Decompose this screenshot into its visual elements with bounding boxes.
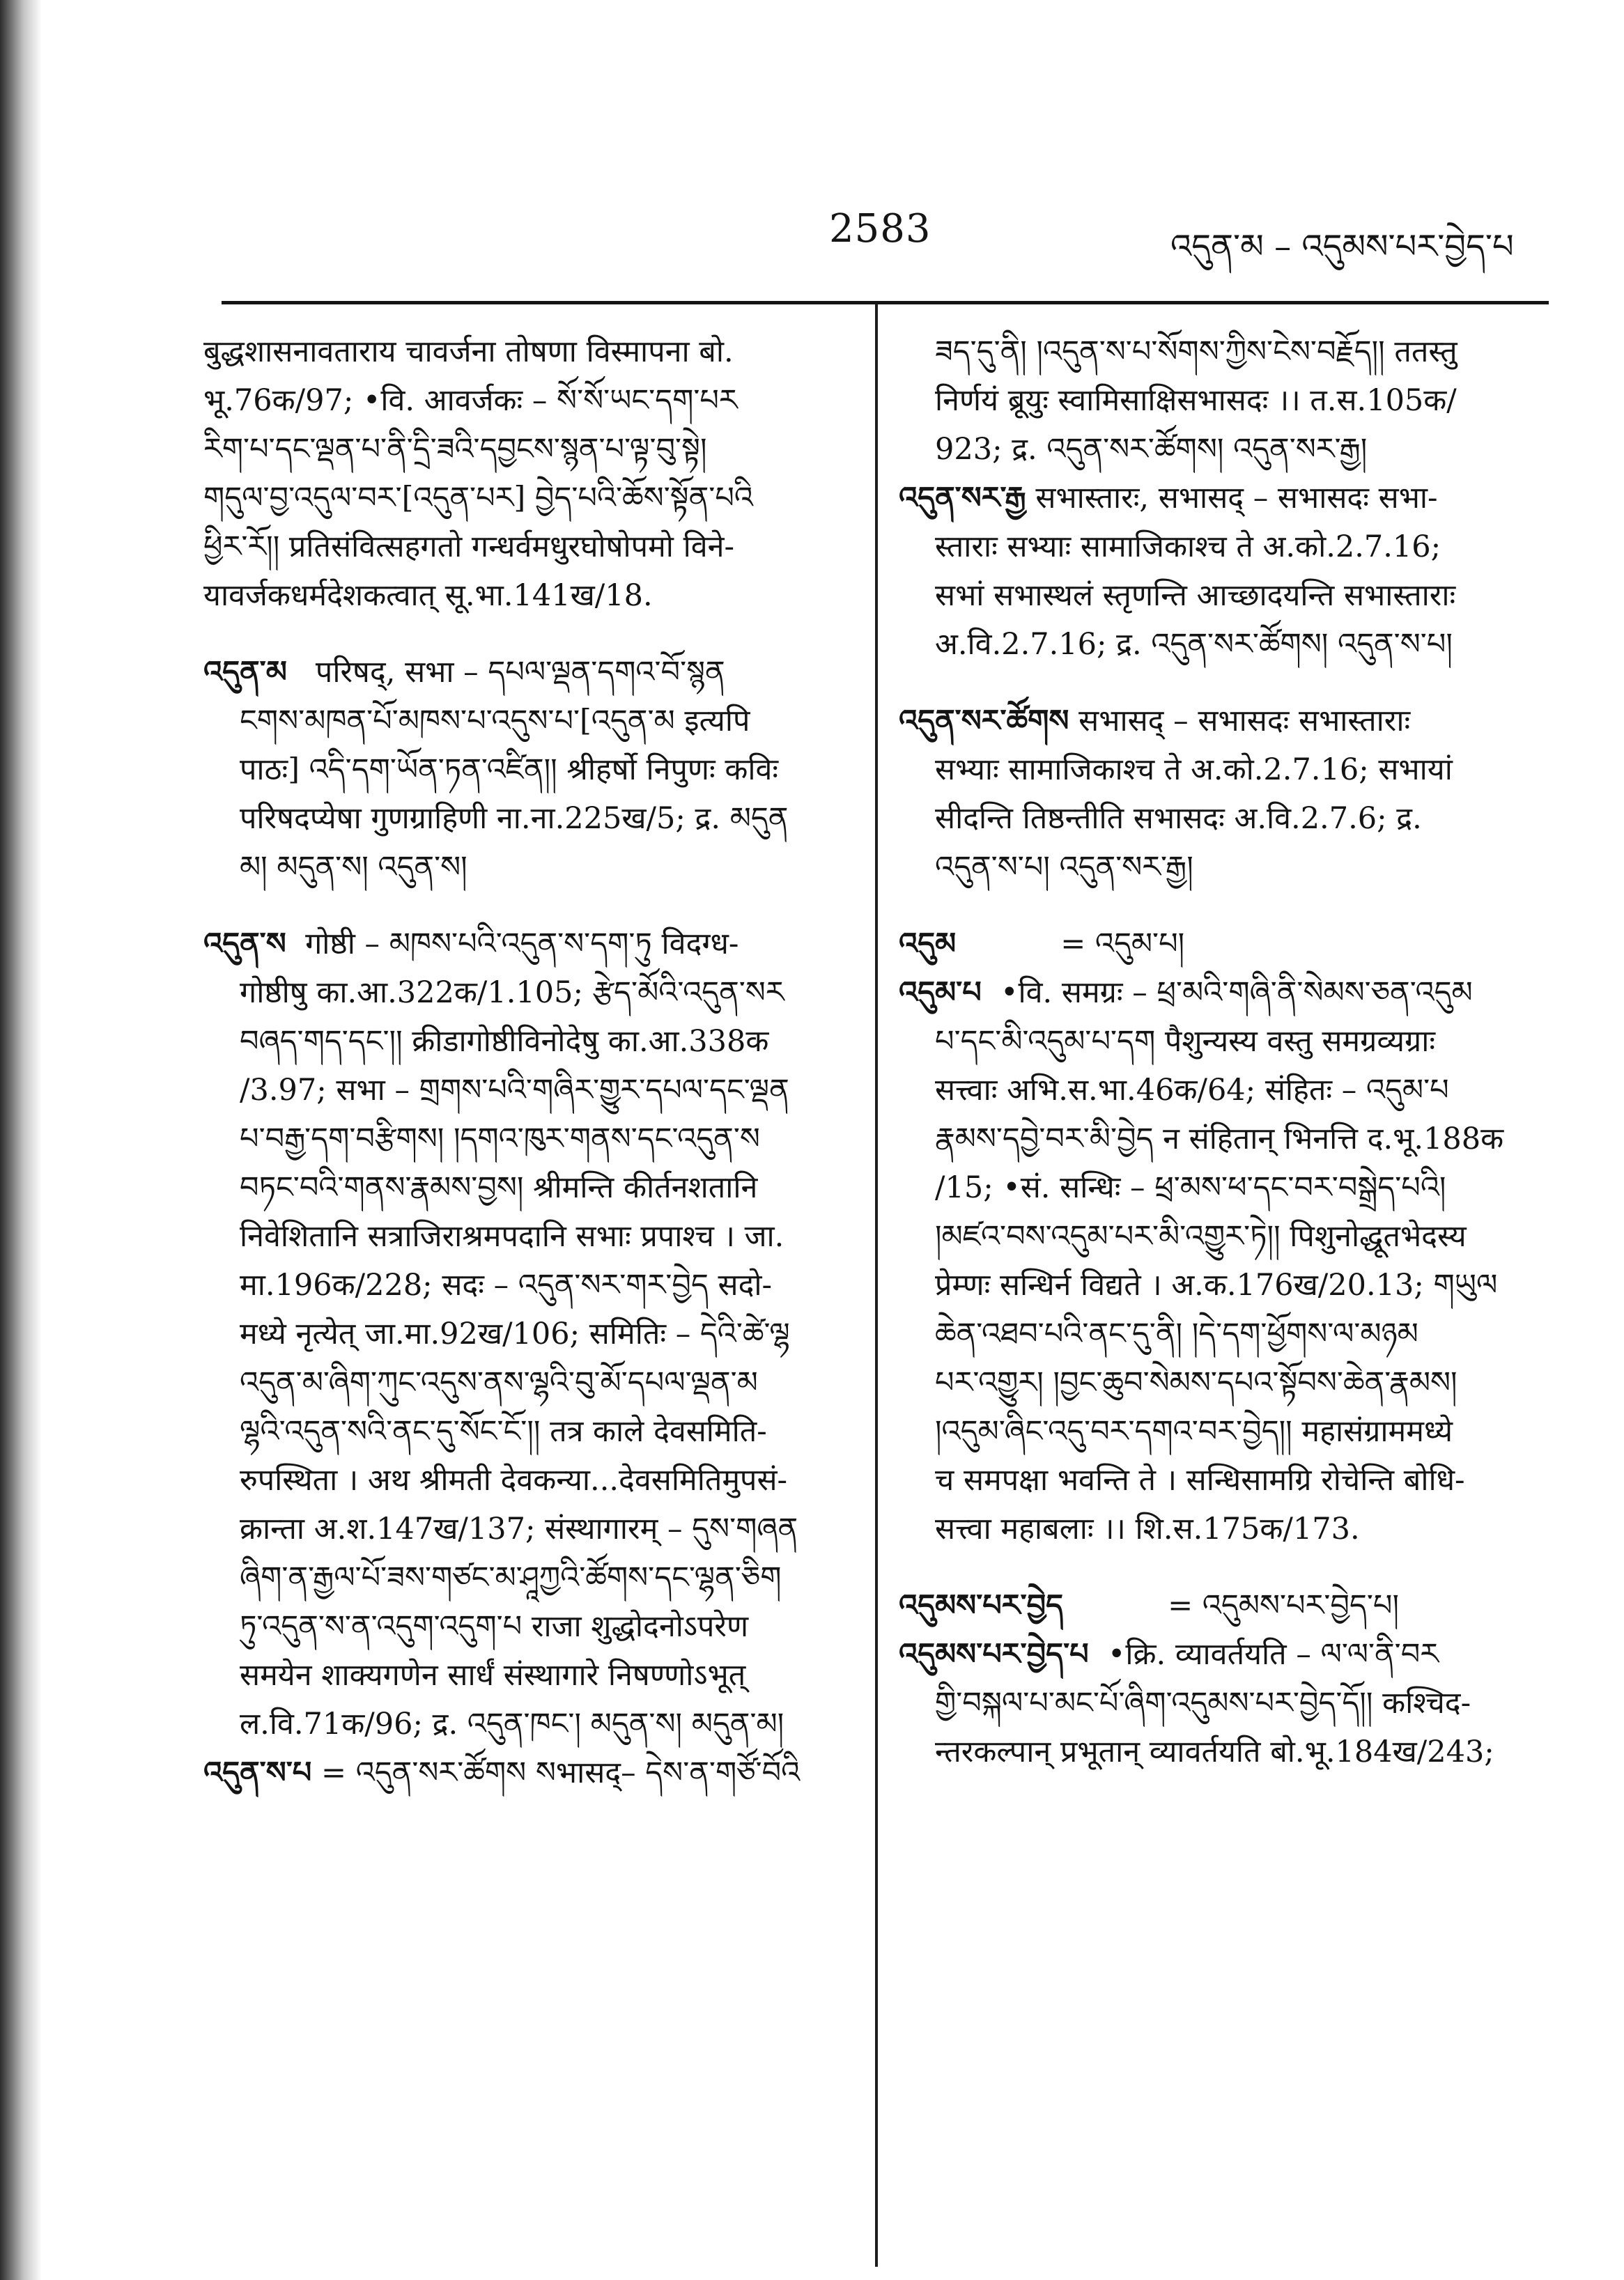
entry-line: मध्ये नृत्येत् जा.मा.92ख/106; समितिः – དེའི་ཚེ་ལྷ xyxy=(240,1317,790,1351)
entry-line: = འདུམས་པར་བྱེད་པ། xyxy=(1168,1588,1399,1623)
entry-line: गोष्ठी – མཁས་པའི་འདུན་ས་དག་ཏུ विदग्ध- xyxy=(305,926,739,961)
entry-continued xyxy=(899,327,1529,474)
header-rule xyxy=(222,301,1549,304)
right-column xyxy=(899,327,1529,1776)
entry-line: सभासद् – सभासदः सभास्ताराः xyxy=(1078,704,1411,738)
entry-line: प्रेम्णः सन्धिर्न विद्यते । अ.क.176ख/20.13; གཡུལ xyxy=(935,1268,1498,1303)
entry-line: /3.97; सभा – གྲགས་པའི་གཞིར་གྱུར་དཔལ་དང་ལྡན xyxy=(240,1073,789,1108)
entry-line: रुपस्थिता । अथ श्रीमती देवकन्या...देवसमितिमुपसं- xyxy=(240,1463,788,1498)
entry-line: པར་འགྱུར། །བྱང་ཆུབ་སེམས་དཔའ་སྟོབས་ཆེན་རྣམས། xyxy=(935,1365,1457,1400)
entry-headword: འདུམས་པར་བྱེད xyxy=(899,1588,1064,1623)
entry-line: 923; द्र. འདུན་སར་ཚོགས། འདུན་སར་རྒྱ། xyxy=(935,432,1368,467)
entry-dun-sa-pa xyxy=(203,1748,844,1797)
entry-line: निवेशितानि सत्राजिराश्रमपदानि सभाः प्रपाश्च । जा. xyxy=(240,1219,784,1254)
entry-dun-sar-rgya xyxy=(899,474,1529,669)
entry-line: པ་བརྒྱ་དག་བརྩིགས། །དགའ་ཁུར་གནས་དང་འདུན་ས xyxy=(240,1122,760,1156)
entry-dums-par-byed-pa xyxy=(899,1630,1529,1776)
entry-line: །མཛའ་བས་འདུམ་པར་མི་འགྱུར་ཏེ།། पिशुनोद्धूतभेदस्य xyxy=(935,1219,1467,1254)
entry-line: ཞིག་ན་རྒྱལ་པོ་ཟས་གཙང་མ་ཤཱཀྱའི་ཚོགས་དང་ལྷན་ཅིག xyxy=(240,1560,782,1595)
entry-dun-sar-tshogs xyxy=(899,697,1529,892)
entry-line: ངགས་མཁན་པོ་མཁས་པ་འདུས་པ་[འདུན་མ इत्यपि xyxy=(240,704,750,738)
entry-line: པ་དང་མི་འདུམ་པ་དག पैशुन्यस्य वस्तु समग्रव्यग्राः xyxy=(935,1024,1436,1059)
left-column xyxy=(203,327,844,1797)
entry-line: /15; •सं. सन्धिः – ཕྲ་མས་ཕ་དང་བར་བསྒྲེད་པའི། xyxy=(935,1170,1446,1205)
entry-headword: འདུམ་པ xyxy=(899,975,982,1010)
entry-line: ཆེན་འཐབ་པའི་ནང་དུ་ནི། །དེ་དག་ཕྱོགས་ལ་མཉམ xyxy=(935,1317,1418,1351)
entry-headword: འདུམ xyxy=(899,926,957,961)
page-number: 2583 xyxy=(829,206,931,251)
entry-dums-par-byed xyxy=(899,1581,1529,1630)
entry-line: བཏང་བའི་གནས་རྣམས་བྱས། श्रीमन्ति कीर्तनशतानि xyxy=(240,1170,758,1205)
entry-line: मा.196क/228; सदः – འདུན་སར་གར་བྱེད सदो- xyxy=(240,1268,773,1303)
entry-line: पाठः] འདི་དག་ཡོན་ཏན་འཛིན།། श्रीहर्षो निपुणः कविः xyxy=(240,752,779,787)
entry-headword: འདུམས་པར་བྱེད་པ xyxy=(899,1637,1089,1672)
entry-line: = འདུམ་པ། xyxy=(1060,926,1185,961)
entry-line: सीदन्ति तिष्ठन्तीति सभासदः अ.वि.2.7.6; द्र. xyxy=(935,801,1422,836)
running-head: འདུན་མ – འདུམས་པར་བྱེད་པ xyxy=(1170,227,1514,266)
entry-dum-pa xyxy=(899,968,1529,1553)
entry-line: क्रान्ता अ.श.147ख/137; संस्थागारम् – དུས་གཞན xyxy=(240,1512,798,1546)
entry-line: स्ताराः सभ्याः सामाजिकाश्च ते अ.को.2.7.16; xyxy=(935,529,1441,564)
entry-line: རྣམས་དབྱེ་བར་མི་བྱེད न संहितान् भिनत्ति द.भू.188क xyxy=(935,1122,1504,1156)
entry-line: གྱི་བསྐལ་པ་མང་པོ་ཞིག་འདུམས་པར་བྱེད་དོ།། कश्चिद- xyxy=(935,1686,1471,1721)
entry-line: यावर्जकधर्मदेशकत्वात् सू.भा.141ख/18. xyxy=(203,578,653,613)
entry-line: अ.वि.2.7.16; द्र. འདུན་སར་ཚོགས། འདུན་ས་པ། xyxy=(935,627,1453,662)
entry-line: ཕྱིར་རོ།། प्रतिसंवित्सहगतो गन्धर्वमधुरघोषोपमो विने- xyxy=(203,529,735,564)
entry-headword: འདུན་ས xyxy=(203,926,286,961)
entry-line: च समपक्षा भवन्ति ते । सन्धिसामग्रि रोचेन्ति बोधि- xyxy=(935,1463,1465,1498)
entry-line: बुद्धशासनावताराय चावर्जना तोषणा विस्मापना बो. xyxy=(203,334,734,369)
entry-line: •क्रि. व्यावर्तयति – ལ་ལ་ནི་བར xyxy=(1108,1637,1439,1672)
entry-line: समयेन शाक्यगणेन सार्धं संस्थागारे निषण्णोऽभूत् xyxy=(240,1658,746,1693)
entry-line: ལྷའི་འདུན་སའི་ནང་དུ་སོང་ངོ་།། तत्र काले देवसमिति- xyxy=(240,1414,767,1449)
entry-line: सभां सभास्थलं स्तृणन्ति आच्छादयन्ति सभास्ताराः xyxy=(935,578,1456,613)
entry-line: མ། མདུན་ས། འདུན་ས། xyxy=(240,850,467,885)
entry-line: सभास्तारः, सभासद् – सभासदः सभा- xyxy=(1035,481,1438,515)
entry-line: सत्त्वाः अभि.स.भा.46क/64; संहितः – འདུམ་པ xyxy=(935,1073,1449,1108)
entry-headword: འདུན་ས་པ xyxy=(203,1755,312,1790)
entry-line: ल.वि.71क/96; द्र. འདུན་ཁང་། མདུན་ས། མདུན་མ། xyxy=(240,1707,784,1742)
scan-edge-shadow xyxy=(0,0,42,2280)
entry-dun-sa xyxy=(203,920,844,1748)
entry-line: = འདུན་སར་ཚོགས སभासद्– དེས་ན་གཙོ་བོའི xyxy=(321,1755,801,1790)
entry-line: །འདུམ་ཞིང་འདུ་བར་དགའ་བར་བྱེད།། महासंग्राममध्ये xyxy=(935,1414,1453,1449)
entry-line: न्तरकल्पान् प्रभूतान् व्यावर्तयति बो.भू.184ख/243; xyxy=(935,1735,1494,1769)
entry-line: परिषद्, सभा – དཔལ་ལྡན་དགའ་བོ་སྙན xyxy=(315,655,725,690)
entry-line: निर्णयं ब्रूयुः स्वामिसाक्षिसभासदः ।। त.स.105क/ xyxy=(935,383,1457,418)
entry-dum xyxy=(899,920,1529,968)
entry-line: བཞད་གད་དང་།། क्रीडागोष्ठीविनोदेषु का.आ.338क xyxy=(240,1024,769,1059)
entry-headword: འདུན་སར་རྒྱ xyxy=(899,481,1026,515)
entry-line: •वि. समग्रः – ཕྲ་མའི་གཞི་ནི་སེམས་ཅན་འདུམ xyxy=(1000,975,1473,1010)
entry-dun-ma xyxy=(203,648,844,892)
entry-line: འདུན་ས་པ། འདུན་སར་རྒྱ། xyxy=(935,850,1193,885)
entry-line: सत्त्वा महाबलाः ।। शि.स.175क/173. xyxy=(935,1512,1360,1546)
entry-line: ཟད་དུ་ནི། །འདུན་ས་པ་སོགས་ཀྱིས་ངེས་བརྗོད།། ततस्तु xyxy=(935,334,1457,369)
entry-line: ཏུ་འདུན་ས་ན་འདུག་འདུག་པ राजा शुद्धोदनोऽपरेण xyxy=(240,1609,749,1644)
column-divider xyxy=(875,304,878,2267)
entry-headword: འདུན་མ xyxy=(203,655,287,690)
entry-line: རིག་པ་དང་ལྡན་པ་ནི་དྲི་ཟའི་དབྱངས་སྙན་པ་ལྟ་བུ་སྟེ། xyxy=(203,432,707,467)
entry-line: परिषदप्येषा गुणग्राहिणी ना.ना.225ख/5; द्र. མདུན xyxy=(240,801,789,836)
entry-line: གདུལ་བྱ་འདུལ་བར་[འདུན་པར] བྱེད་པའི་ཆོས་སྟོན་པའི xyxy=(203,481,753,515)
entry-line: འདུན་མ་ཞིག་ཀུང་འདུས་ནས་ལྷའི་བུ་མོ་དཔལ་ལྡན་མ xyxy=(240,1365,758,1400)
entry-intro xyxy=(203,327,844,620)
entry-line: गोष्ठीषु का.आ.322क/1.105; རྩེད་མོའི་འདུན་སར xyxy=(240,975,784,1010)
entry-line: सभ्याः सामाजिकाश्च ते अ.को.2.7.16; सभायां xyxy=(935,752,1453,787)
entry-line: भू.76क/97; •वि. आवर्जकः – སོ་སོ་ཡང་དག་པར xyxy=(203,383,738,418)
entry-headword: འདུན་སར་ཚོགས xyxy=(899,704,1069,738)
